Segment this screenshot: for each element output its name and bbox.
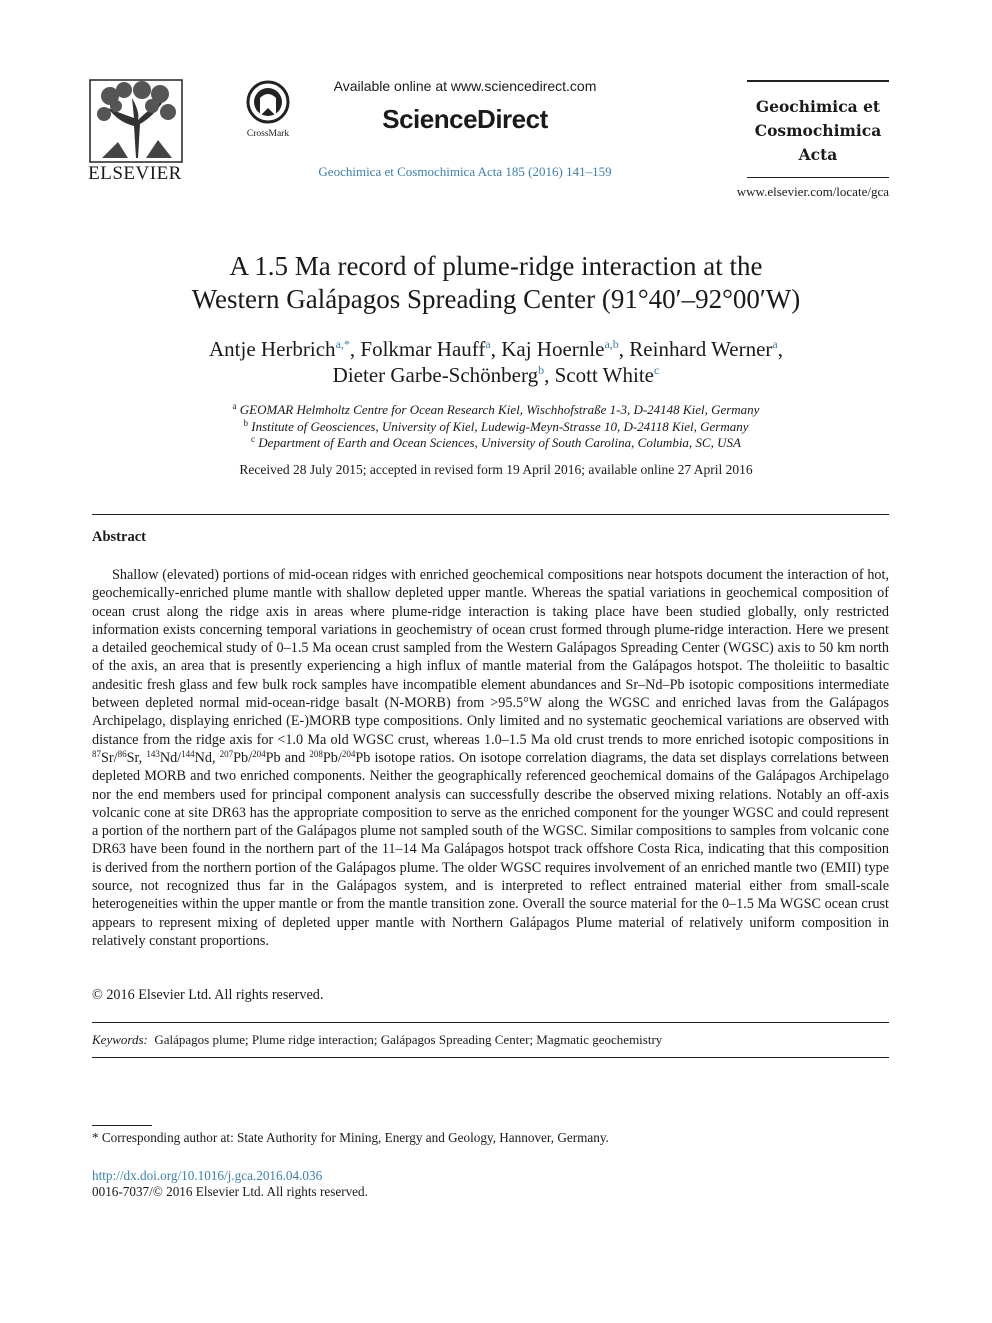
keywords-label: Keywords: bbox=[92, 1032, 148, 1047]
affiliation-item: $^c$ Department of Earth and Ocean Sciences, University of South Carolina, Columbia, SC, USA bbox=[251, 434, 741, 450]
article-dates: Received 28 July 2015; accepted in revised form 19 April 2016; available online 27 April 2016 bbox=[239, 462, 753, 477]
available-online: Available online at www.sciencedirect.com bbox=[333, 78, 597, 94]
author-name: Dieter Garbe-Schönberg bbox=[332, 363, 539, 387]
author-name: Reinhard Werner bbox=[629, 337, 773, 361]
affiliation-item: $^b$ Institute of Geosciences, University of Kiel, Ludewig-Meyn-Strasse 10, D-24118 Kiel, Germany bbox=[243, 417, 749, 434]
publisher-name: ELSEVIER bbox=[88, 163, 182, 184]
author-list: Antje Herbrich$^{a,*}$, Folkmar Hauff$^a$, Kaj Hoernle$^{a,b}$, Reinhard Werner$^a$, Dieter Garbe-Schönberg$^b$, Scott White$^c$ bbox=[209, 337, 783, 387]
affiliation-item: $^a$ GEOMAR Helmholtz Centre for Ocean Research Kiel, Wischhofstraße 1-3, D-24148 Kiel, Germany bbox=[232, 401, 760, 417]
crossmark-label: CrossMark bbox=[246, 129, 290, 139]
divider bbox=[92, 514, 889, 515]
author-name: Kaj Hoernle bbox=[501, 337, 605, 361]
author-affiliation-mark[interactable]: c bbox=[653, 363, 660, 377]
article-title bbox=[96, 250, 896, 316]
author-name: Antje Herbrich bbox=[209, 337, 336, 361]
title-line: A 1.5 Ma record of plume-ridge interaction at the bbox=[229, 251, 763, 281]
journal-name-line: Cosmochimica bbox=[754, 121, 882, 140]
author-name: Folkmar Hauff bbox=[360, 337, 486, 361]
author-affiliation-mark[interactable]: b bbox=[538, 363, 545, 377]
crossmark-icon bbox=[244, 80, 292, 126]
journal-rule-top bbox=[747, 80, 889, 82]
divider bbox=[92, 1057, 889, 1058]
author-affiliation-mark[interactable]: a,* bbox=[335, 337, 350, 351]
sciencedirect-logo[interactable]: ScienceDirect bbox=[382, 104, 548, 134]
author-affiliation-mark[interactable]: a,b bbox=[604, 337, 619, 351]
journal-url[interactable]: www.elsevier.com/locate/gca bbox=[736, 184, 889, 199]
journal-rule-bottom bbox=[747, 177, 889, 178]
corresponding-author-note: * Corresponding author at: State Authority for Mining, Energy and Geology, Hannover, Germany. bbox=[92, 1130, 609, 1145]
title-line: Western Galápagos Spreading Center (91°40′–92°00′W) bbox=[191, 284, 801, 314]
journal-reference[interactable]: Geochimica et Cosmochimica Acta 185 (2016) 141–159 bbox=[318, 164, 612, 179]
affiliations bbox=[96, 402, 896, 452]
journal-name-line: Geochimica et bbox=[755, 97, 881, 116]
abstract-heading: Abstract bbox=[92, 529, 146, 545]
abstract-body: Shallow (elevated) portions of mid-ocean ridges with enriched geochemical compositions near hotspots document the interaction of hot, geochemically-enriched plume mantle with shallow depleted upper mantle. Whereas the spatial variations in geochemical composition of ocean crust along the ridge axis in areas where plume-ridge interaction is taking place have been studied globally, only restricted information exists concerning temporal variations in geochemistry of ocean crust formed through plume-ridge interaction. Here we present a detailed geochemical study of 0–1.5 Ma ocean crust sampled from the Western Galápagos Spreading Center (WGSC) axis to 50 km north of the axis, an area that is presently experiencing a high influx of mantle material from the Galápagos hotspot. The tholeiitic to basaltic andesitic fresh glass and few bulk rock samples have incompatible element abundances and Sr–Nd–Pb isotopic compositions intermediate between depleted normal mid-ocean-ridge basalt (N-MORB) from >95.5°W along the WGSC and enriched lavas from the Galápagos Archipelago, displaying enriched (E-)MORB type compositions. Only limited and no systematic geochemical variations are observed with distance from the ridge axis for <1.0 Ma old WGSC crust, whereas 1.0–1.5 Ma old crust trends to more enriched isotopic compositions in $^{87}$Sr/$^{86}$Sr, $^{143}$Nd/$^{144}$Nd, $^{207}$Pb/$^{204}$Pb and $^{208}$Pb/$^{204}$Pb isotope ratios. On isotope correlation diagrams, the data set displays correlations between depleted MORB and two enriched components. Neither the geographically referenced geochemical domains of the Galápagos Archipelago nor the end members used for principal component analysis can successfully describe the observed mixing relations. Notably an off-axis volcanic cone at site DR63 has the appropriate composition to serve as the enriched component for the younger WGSC and could represent a portion of the northern part of the Galápagos plume not sampled south of the WGSC. Similar compositions to samples from volcanic cone DR63 have been found in the northern part of the 11–14 Ma Galápagos hotspot track offshore Costa Rica, indicating that this composition is derived from the northern portion of the Galápagos plume. The older WGSC requires involvement of an enriched mantle two (EMII) type source, not recognized thus far in the Galápagos system, and is interpreted to reflect entrained material either from small-scale heterogeneities within the upper mantle or from the mantle transition zone. Overall the source material for the 0–1.5 Ma WGSC ocean crust appears to represent mixing of depleted upper mantle with Northern Galápagos Plume material of relatively uniform composition in relatively constant proportions. bbox=[92, 567, 889, 949]
abstract-copyright: © 2016 Elsevier Ltd. All rights reserved. bbox=[92, 987, 324, 1003]
footnote-rule bbox=[92, 1125, 152, 1126]
keywords bbox=[92, 1032, 889, 1048]
doi-link[interactable]: http://dx.doi.org/10.1016/j.gca.2016.04.036 bbox=[92, 1168, 323, 1183]
author-affiliation-mark[interactable]: a bbox=[485, 337, 491, 351]
journal-name-line: Acta bbox=[798, 145, 838, 164]
journal-name bbox=[740, 95, 896, 167]
keywords-text: Galápagos plume; Plume ridge interaction; Galápagos Spreading Center; Magmatic geochemistry bbox=[154, 1032, 663, 1047]
author-affiliation-mark[interactable]: a bbox=[772, 337, 778, 351]
issn-copyright: 0016-7037/© 2016 Elsevier Ltd. All rights reserved. bbox=[92, 1184, 368, 1199]
divider bbox=[92, 1022, 889, 1023]
crossmark-badge[interactable] bbox=[240, 80, 296, 139]
author-name: Scott White bbox=[554, 363, 654, 387]
